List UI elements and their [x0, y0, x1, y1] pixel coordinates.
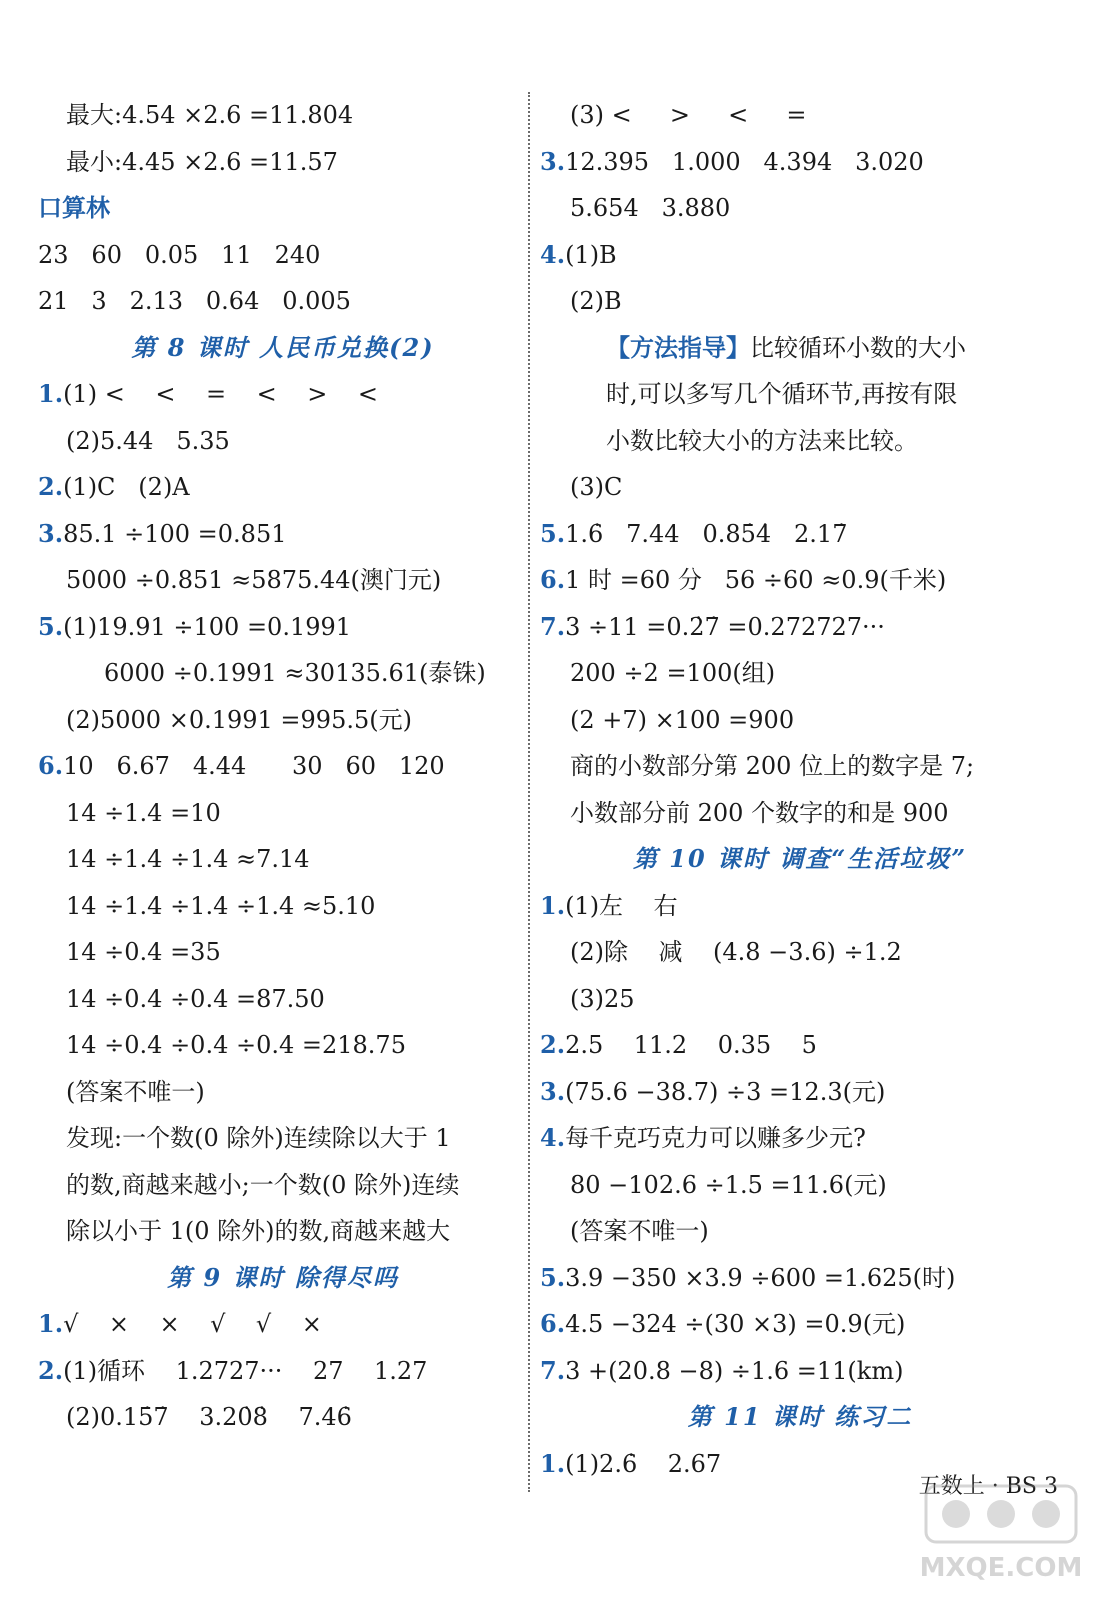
- answer-line: [540, 418, 1060, 465]
- answer-text: 第 9 课时 除得尽吗: [167, 1262, 399, 1292]
- answer-line: [540, 1069, 1060, 1116]
- answer-text: (1)循环 1.2727··· 27 1.27: [63, 1356, 428, 1385]
- answer-line: [540, 650, 1060, 697]
- answer-text: (3) < > < =: [570, 101, 807, 129]
- answer-line: [540, 604, 1060, 651]
- answer-line: [540, 976, 1060, 1023]
- answer-text: 1.6̇ 7.44 0.85̇4̇ 2.17̇: [565, 519, 848, 548]
- answer-text: (2 +7) ×100 =900: [570, 705, 795, 734]
- answer-text: 商的小数部分第 200 位上的数字是 7;: [570, 752, 975, 780]
- answer-text: 14 ÷0.4 =35: [66, 938, 221, 966]
- answer-text: (2)5000 ×0.1991 =995.5(元): [66, 705, 412, 734]
- answer-text: (2)0.15̇7̇ 3.20̇8̇ 7.46̇: [66, 1403, 352, 1431]
- answer-text: √ × × √ √ ×: [63, 1310, 322, 1338]
- answer-line: [38, 790, 528, 837]
- answer-text: 3 +(20.8 −8) ÷1.6 =11(km): [565, 1356, 904, 1385]
- question-number: 2.: [38, 472, 64, 501]
- answer-text: 14 ÷0.4 ÷0.4 =87.50: [66, 984, 325, 1013]
- page-footer: 五数上 · BS 3: [918, 1474, 1058, 1499]
- answer-line: [38, 185, 528, 232]
- answer-line: [38, 464, 528, 511]
- answer-text: 14 ÷1.4 ÷1.4 ≈7.14: [66, 845, 310, 873]
- answer-line: [540, 743, 1060, 790]
- right-column: [540, 92, 1060, 1487]
- question-number: 1.: [38, 379, 64, 408]
- answer-line: [38, 371, 528, 418]
- answer-text: 第 11 课时 练习二: [687, 1402, 913, 1431]
- answer-line: [540, 232, 1060, 279]
- answer-text: 每千克巧克力可以赚多少元?: [565, 1124, 866, 1152]
- watermark-text: MXQE.COM: [919, 1553, 1083, 1583]
- question-number: 6.: [540, 1309, 566, 1338]
- answer-line: [540, 278, 1060, 325]
- answer-line: [38, 1301, 528, 1348]
- answer-line: [38, 604, 528, 651]
- answer-text: 4.5 −324 ÷(30 ×3) =0.9(元): [565, 1310, 906, 1338]
- question-number: 5.: [540, 518, 566, 548]
- answer-text: 口算林: [38, 193, 110, 222]
- answer-text: (1)19.91 ÷100 =0.1991: [63, 612, 352, 641]
- section-heading: [38, 325, 528, 372]
- answer-line: [540, 1208, 1060, 1255]
- answer-line: [38, 697, 528, 744]
- question-number: 7.: [540, 611, 566, 641]
- answer-text: 5.654 3.880: [570, 194, 731, 222]
- answer-line: [38, 1394, 528, 1441]
- answer-line: [38, 976, 528, 1023]
- section-heading: [540, 1394, 1060, 1441]
- answer-line: [38, 1208, 528, 1255]
- answer-text: 第 8 课时 人民币兑换(2): [131, 332, 435, 362]
- question-number: 1.: [540, 890, 566, 920]
- answer-line: [540, 790, 1060, 837]
- answer-line: [540, 325, 1060, 372]
- answer-text: (1) < < = < > <: [63, 380, 378, 408]
- answer-line: [540, 139, 1060, 186]
- answer-line: [38, 650, 528, 697]
- answer-line: [540, 1348, 1060, 1395]
- watermark-logo: [916, 1478, 1086, 1588]
- answer-line: [38, 1069, 528, 1116]
- answer-line: [38, 232, 528, 279]
- answer-text: 3.9 −350 ×3.9 ÷600 =1.625(时): [565, 1263, 956, 1292]
- answer-text: (2)B: [570, 287, 622, 315]
- answer-text: (2)5.44 5.35: [66, 426, 230, 455]
- answer-line: [540, 557, 1060, 604]
- answer-line: [38, 1162, 528, 1209]
- answer-line: [38, 92, 528, 139]
- answer-text: 除以小于 1(0 除外)的数,商越来越大: [66, 1217, 451, 1245]
- answer-text: 的数,商越来越小;一个数(0 除外)连续: [66, 1170, 460, 1199]
- answer-line: [540, 464, 1060, 511]
- question-number: 2.: [540, 1030, 566, 1059]
- answer-line: [540, 1162, 1060, 1209]
- answer-text: 21 3 2.13 0.64 0.005: [38, 287, 351, 315]
- answer-line: [540, 1115, 1060, 1162]
- question-number: 7.: [540, 1355, 566, 1385]
- question-number: 5.: [540, 1262, 566, 1292]
- answer-text: (答案不唯一): [570, 1217, 709, 1245]
- answer-text: 3 ÷11 =0.2̇7̇ =0.272727···: [565, 612, 885, 641]
- answer-line: [38, 743, 528, 790]
- question-number: 3.: [540, 1076, 566, 1106]
- answer-text: (75.6 −38.7) ÷3 =12.3(元): [565, 1077, 886, 1106]
- answer-text: 14 ÷0.4 ÷0.4 ÷0.4 =218.75: [66, 1031, 406, 1059]
- answer-text: (答案不唯一): [66, 1077, 205, 1106]
- answer-line: [38, 1115, 528, 1162]
- answer-text: 10 6.67 4.44 30 60 120: [63, 752, 445, 780]
- question-number: 3.: [38, 518, 64, 548]
- answer-line: [38, 139, 528, 186]
- answer-line: [540, 883, 1060, 930]
- answer-line: [540, 1301, 1060, 1348]
- answer-line: [38, 883, 528, 930]
- answer-line: [38, 278, 528, 325]
- answer-text: 发现:一个数(0 除外)连续除以大于 1: [66, 1124, 451, 1152]
- answer-text: 第 10 课时 调查“生活垃圾”: [632, 844, 968, 873]
- answer-line: [38, 929, 528, 976]
- answer-text: (3)25: [570, 984, 635, 1013]
- answer-text: 14 ÷1.4 =10: [66, 798, 221, 827]
- answer-line: [540, 511, 1060, 558]
- question-number: 6.: [38, 751, 64, 780]
- question-number: 5.: [38, 611, 64, 641]
- question-number: 4.: [540, 239, 566, 269]
- answer-line: [38, 511, 528, 558]
- answer-line: [540, 371, 1060, 418]
- answer-line: [38, 418, 528, 465]
- answer-text: 最小:4.45 ×2.6 =11.57: [66, 147, 338, 176]
- answer-text: (1)左 右: [565, 891, 678, 920]
- question-number: 1.: [540, 1448, 566, 1478]
- answer-text: 最大:4.54 ×2.6 =11.804: [66, 101, 354, 129]
- question-number: 3.: [540, 146, 566, 176]
- answer-text: 6000 ÷0.1991 ≈30135.61(泰铢): [104, 659, 486, 687]
- answer-text: 5000 ÷0.851 ≈5875.44(澳门元): [66, 566, 442, 594]
- answer-text: 2.5 11.2 0.35 5: [565, 1031, 817, 1059]
- answer-text: (1)2.6̇ 2.67: [565, 1449, 722, 1478]
- question-number: 2.: [38, 1355, 64, 1385]
- answer-text: (2)除 减 (4.8 −3.6) ÷1.2: [570, 938, 902, 966]
- answer-text: (1)B: [565, 240, 617, 269]
- question-number: 1.: [38, 1309, 64, 1338]
- answer-text: 比较循环小数的大小: [750, 333, 966, 362]
- answer-line: [540, 929, 1060, 976]
- answer-text: 200 ÷2 =100(组): [570, 659, 776, 687]
- section-heading: [540, 836, 1060, 883]
- answer-line: [540, 1022, 1060, 1069]
- answer-line: [38, 557, 528, 604]
- answer-line: [540, 1255, 1060, 1302]
- answer-text: 85.1 ÷100 =0.851: [63, 519, 287, 548]
- answer-text: (1)C (2)A: [63, 473, 190, 501]
- answer-line: [540, 92, 1060, 139]
- answer-line: [38, 836, 528, 883]
- column-divider: [528, 92, 530, 1492]
- answer-text: (3)C: [570, 473, 623, 501]
- answer-text: 小数比较大小的方法来比较。: [606, 426, 918, 455]
- question-number: 6.: [540, 565, 566, 594]
- answer-text: 14 ÷1.4 ÷1.4 ÷1.4 ≈5.10: [66, 891, 376, 920]
- answer-line: [38, 1022, 528, 1069]
- left-column: [38, 92, 528, 1441]
- answer-line: [38, 1348, 528, 1395]
- answer-text: 小数部分前 200 个数字的和是 900: [570, 798, 949, 827]
- question-number: 4.: [540, 1123, 566, 1152]
- method-label: 【方法指导】: [606, 332, 750, 362]
- section-heading: [38, 1255, 528, 1302]
- answer-text: 时,可以多写几个循环节,再按有限: [606, 380, 958, 408]
- answer-line: [540, 697, 1060, 744]
- answer-line: [540, 185, 1060, 232]
- answer-text: 23 60 0.05 11 240: [38, 240, 321, 269]
- answer-text: 12.395 1.000 4.394 3.020: [565, 147, 924, 176]
- answer-text: 1 时 =60 分 56 ÷60 ≈0.9(千米): [565, 566, 947, 594]
- answer-text: 80 −102.6 ÷1.5 =11.6(元): [570, 1170, 887, 1199]
